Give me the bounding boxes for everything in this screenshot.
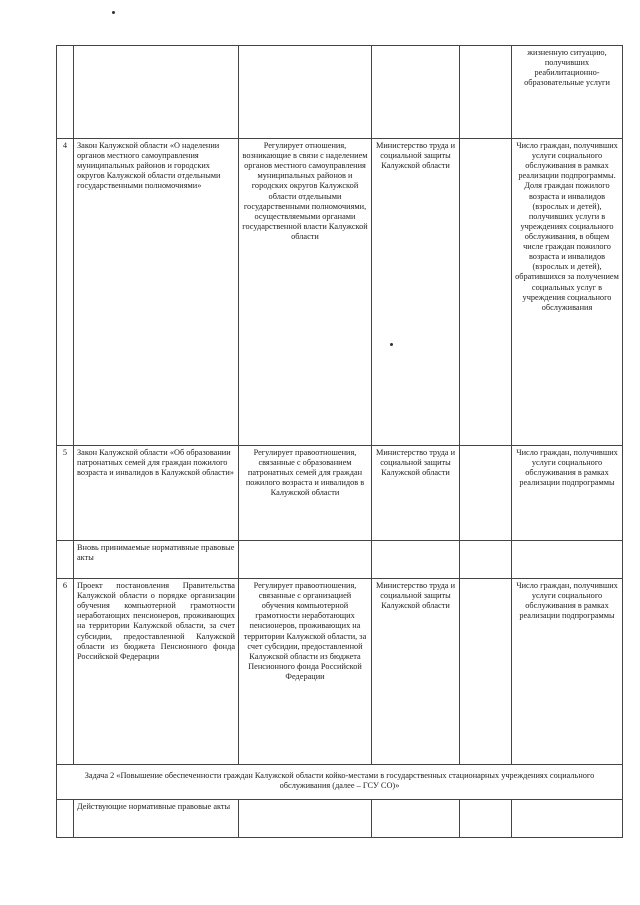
cell-result xyxy=(512,800,623,838)
cell-exec: Министерство труда и социальной защиты Калужской области xyxy=(372,579,460,765)
cell-doc: Закон Калужской области «Об образовании патронатных семей для граждан пожилого возраста и инвалидов в Калужской области» xyxy=(74,446,239,541)
task-heading: Задача 2 «Повышение обеспеченности граждан Калужской области койко-местами в государственных стационарных учреждениях социального обслуживания (далее – ГСУ СО)» xyxy=(57,765,623,800)
row-number: 4 xyxy=(57,139,74,446)
row-number: 5 xyxy=(57,446,74,541)
section-label-new-acts: Вновь принимаемые нормативные правовые акты xyxy=(74,541,239,579)
cell-exec xyxy=(372,46,460,139)
cell-term xyxy=(460,139,512,446)
table-row-section xyxy=(57,800,623,838)
table-row xyxy=(57,446,623,541)
scan-speck-top xyxy=(112,11,115,14)
cell-exec: Министерство труда и социальной защиты Калужской области xyxy=(372,446,460,541)
cell-term xyxy=(460,800,512,838)
cell-doc: Закон Калужской области «О наделении органов местного самоуправления муниципальных районов и городских округов Калужской области отдельными государственными полномочиями» xyxy=(74,139,239,446)
cell-term xyxy=(460,446,512,541)
cell-result: жизненную ситуацию, получивших реабилитационно-образовательные услуги xyxy=(512,46,623,139)
cell-num xyxy=(57,800,74,838)
cell-result: Число граждан, получивших услуги социального обслуживания в рамках реализации подпрограммы. Доля граждан пожилого возраста и инвалидов (взрослых и детей), получивших услуги в учреждениях социального обслуживания, в общем числе граждан пожилого возраста и инвалидов (взрослых и детей), обратившихся за получением социальных услуг в учреждения социального обслуживания xyxy=(512,139,623,446)
cell-exec xyxy=(372,541,460,579)
cell-exec: Министерство труда и социальной защиты Калужской области xyxy=(372,139,460,446)
cell-num xyxy=(57,46,74,139)
table-row-continuation xyxy=(57,46,623,139)
cell-term xyxy=(460,541,512,579)
cell-subject: Регулирует правоотношения, связанные с организацией обучения компьютерной грамотности неработающих пенсионеров, проживающих на территории Калужской области, за счет субсидии, предоставленной Калужской области из бюджета Пенсионного фонда Российской Федерации xyxy=(239,579,372,765)
cell-subject xyxy=(239,800,372,838)
section-label-current-acts: Действующие нормативные правовые акты xyxy=(74,800,239,838)
cell-doc: Проект постановления Правительства Калужской области о порядке организации обучения компьютерной грамотности неработающих пенсионеров, проживающих на территории Калужской области, за счет субсидии, предоставленной Калужской области из бюджета Пенсионного фонда Российской Федерации xyxy=(74,579,239,765)
row-number: 6 xyxy=(57,579,74,765)
cell-doc xyxy=(74,46,239,139)
cell-result: Число граждан, получивших услуги социального обслуживания в рамках реализации подпрограммы xyxy=(512,579,623,765)
cell-subject xyxy=(239,541,372,579)
cell-term xyxy=(460,579,512,765)
cell-subject: Регулирует правоотношения, связанные с образованием патронатных семей для граждан пожилого возраста и инвалидов в Калужской области xyxy=(239,446,372,541)
table-row xyxy=(57,139,623,446)
cell-subject: Регулирует отношения, возникающие в связи с наделением органов местного самоуправления муниципальных районов и городских округов Калужской области отдельными государственными полномочиями, осуществляемыми органами государственной власти Калужской области xyxy=(239,139,372,446)
legal-acts-table xyxy=(56,45,623,838)
cell-subject xyxy=(239,46,372,139)
cell-exec xyxy=(372,800,460,838)
cell-result xyxy=(512,541,623,579)
cell-result: Число граждан, получивших услуги социального обслуживания в рамках реализации подпрограммы xyxy=(512,446,623,541)
table-row-section xyxy=(57,541,623,579)
table-row-task xyxy=(57,765,623,800)
table-row xyxy=(57,579,623,765)
cell-term xyxy=(460,46,512,139)
cell-num xyxy=(57,541,74,579)
